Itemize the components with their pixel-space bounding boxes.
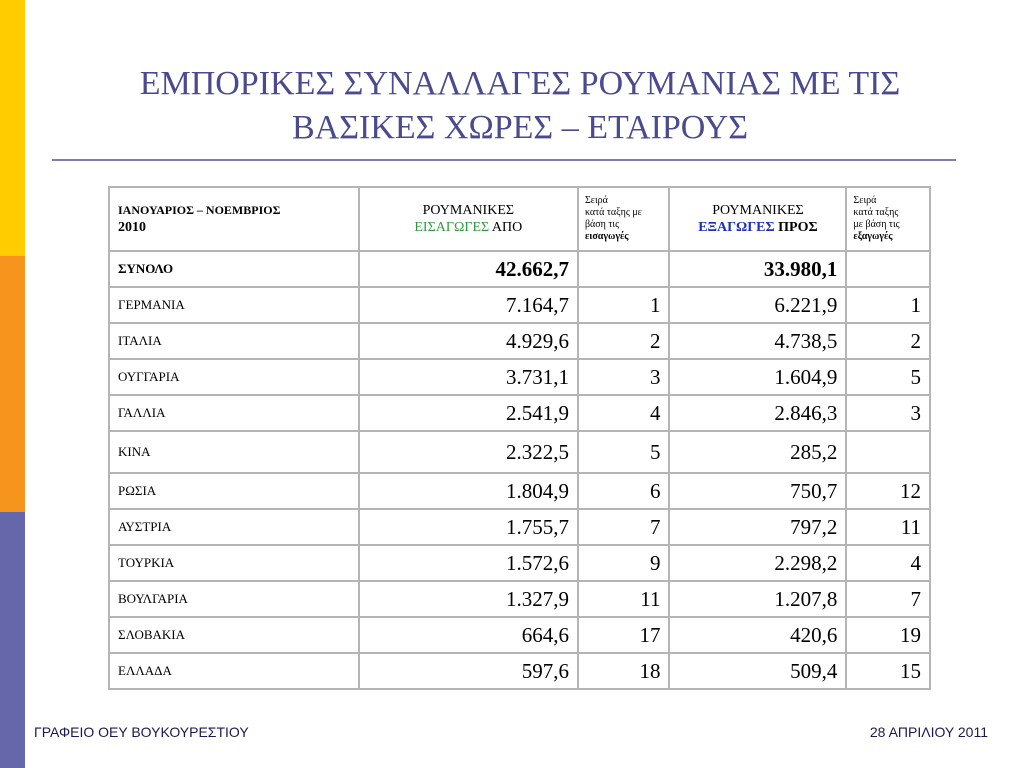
header-exports-rank <box>846 187 930 251</box>
imports-rank-cell: 6 <box>578 473 669 509</box>
side-bar-yellow <box>0 0 25 256</box>
exports-rank-cell: 15 <box>846 653 930 689</box>
country-cell: ΓΑΛΛΙΑ <box>109 395 359 431</box>
footer-date: 28 ΑΠΡΙΛΙΟΥ 2011 <box>869 724 988 740</box>
exports-cell: 4.738,5 <box>669 323 846 359</box>
exports-rank-cell: 12 <box>846 473 930 509</box>
imports-cell: 1.572,6 <box>359 545 578 581</box>
table-row <box>109 653 930 689</box>
imports-rank-cell: 1 <box>578 287 669 323</box>
country-cell: ΑΥΣΤΡΙΑ <box>109 509 359 545</box>
total-row <box>109 251 930 287</box>
imports-cell: 664,6 <box>359 617 578 653</box>
total-exports-rank <box>846 251 930 287</box>
exports-cell: 797,2 <box>669 509 846 545</box>
footer-office: ΓΡΑΦΕΙΟ ΟΕΥ ΒΟΥΚΟΥΡΕΣΤΙΟΥ <box>34 724 249 740</box>
exports-cell: 1.207,8 <box>669 581 846 617</box>
exports-rank-cell: 3 <box>846 395 930 431</box>
exports-rank-cell: 5 <box>846 359 930 395</box>
imports-rank-cell: 5 <box>578 431 669 473</box>
header-exports-line1: ΡΟΥΜΑΝΙΚΕΣ <box>712 203 804 218</box>
exports-cell: 509,4 <box>669 653 846 689</box>
exports-rank-cell: 7 <box>846 581 930 617</box>
header-exports-rank-line1: Σειρά <box>853 195 877 206</box>
imports-rank-cell: 11 <box>578 581 669 617</box>
header-imports-line2 <box>368 219 569 236</box>
exports-rank-cell <box>846 431 930 473</box>
trade-table <box>108 186 931 690</box>
exports-rank-cell: 4 <box>846 545 930 581</box>
exports-cell: 2.846,3 <box>669 395 846 431</box>
slide-title-line2: ΒΑΣΙΚΕΣ ΧΩΡΕΣ – ΕΤΑΙΡΟΥΣ <box>291 109 749 146</box>
header-exports <box>669 187 846 251</box>
exports-rank-cell: 2 <box>846 323 930 359</box>
country-cell: ΣΛΟΒΑΚΙΑ <box>109 617 359 653</box>
imports-cell: 597,6 <box>359 653 578 689</box>
exports-cell: 285,2 <box>669 431 846 473</box>
imports-rank-cell: 18 <box>578 653 669 689</box>
side-bar-orange <box>0 256 25 512</box>
side-bar-purple <box>0 512 25 768</box>
header-imports-rank-line2: κατά ταξης με <box>584 207 642 218</box>
country-cell: ΙΤΑΛΙΑ <box>109 323 359 359</box>
exports-rank-cell: 19 <box>846 617 930 653</box>
exports-rank-cell: 1 <box>846 287 930 323</box>
table-row <box>109 359 930 395</box>
table-row <box>109 509 930 545</box>
header-imports-suffix: ΑΠΟ <box>491 220 523 235</box>
header-imports-rank <box>578 187 669 251</box>
header-exports-rank-line2: κατά ταξης <box>853 207 899 218</box>
table-row <box>109 431 930 473</box>
exports-cell: 1.604,9 <box>669 359 846 395</box>
header-period <box>109 187 359 251</box>
table-row <box>109 323 930 359</box>
imports-rank-cell: 7 <box>578 509 669 545</box>
total-imports-rank <box>578 251 669 287</box>
imports-rank-cell: 3 <box>578 359 669 395</box>
header-period-line2: 2010 <box>118 220 146 235</box>
table-header-row <box>109 187 930 251</box>
country-cell: ΡΩΣΙΑ <box>109 473 359 509</box>
header-exports-rank-line4: εξαγωγές <box>853 231 893 242</box>
table-row <box>109 581 930 617</box>
slide-title <box>40 62 1000 150</box>
imports-rank-cell: 17 <box>578 617 669 653</box>
header-exports-rank-line3: με βάση τις <box>853 219 900 230</box>
imports-rank-cell: 9 <box>578 545 669 581</box>
country-cell: ΟΥΓΓΑΡΙΑ <box>109 359 359 395</box>
imports-rank-cell: 2 <box>578 323 669 359</box>
imports-cell: 3.731,1 <box>359 359 578 395</box>
table-row <box>109 545 930 581</box>
header-imports <box>359 187 578 251</box>
exports-cell: 6.221,9 <box>669 287 846 323</box>
table-row <box>109 395 930 431</box>
table-row <box>109 287 930 323</box>
exports-cell: 420,6 <box>669 617 846 653</box>
imports-cell: 1.327,9 <box>359 581 578 617</box>
exports-cell: 2.298,2 <box>669 545 846 581</box>
total-exports: 33.980,1 <box>669 251 846 287</box>
country-cell: ΓΕΡΜΑΝΙΑ <box>109 287 359 323</box>
country-cell: ΚΙΝΑ <box>109 431 359 473</box>
table-row <box>109 617 930 653</box>
header-imports-line1: ΡΟΥΜΑΝΙΚΕΣ <box>422 203 515 218</box>
header-imports-rank-line3: βάση τις <box>584 219 620 230</box>
header-exports-line2 <box>678 219 837 236</box>
header-imports-rank-line1: Σειρά <box>584 195 608 206</box>
imports-cell: 1.804,9 <box>359 473 578 509</box>
header-period-line1: ΙΑΝΟΥΑΡΙΟΣ – ΝΟΕΜΒΡΙΟΣ <box>118 203 281 217</box>
title-divider <box>52 159 956 161</box>
total-label: ΣΥΝΟΛΟ <box>109 251 359 287</box>
imports-cell: 4.929,6 <box>359 323 578 359</box>
header-imports-word: ΕΙΣΑΓΩΓΕΣ <box>414 220 490 235</box>
exports-rank-cell: 11 <box>846 509 930 545</box>
total-imports: 42.662,7 <box>359 251 578 287</box>
table-row <box>109 473 930 509</box>
exports-cell: 750,7 <box>669 473 846 509</box>
country-cell: ΒΟΥΛΓΑΡΙΑ <box>109 581 359 617</box>
header-exports-suffix: ΠΡΟΣ <box>778 220 818 235</box>
slide-title-line1: ΕΜΠΟΡΙΚΕΣ ΣΥΝΑΛΛΑΓΕΣ ΡΟΥΜΑΝΙΑΣ ΜΕ ΤΙΣ <box>139 65 901 102</box>
imports-cell: 7.164,7 <box>359 287 578 323</box>
imports-cell: 1.755,7 <box>359 509 578 545</box>
imports-cell: 2.322,5 <box>359 431 578 473</box>
country-cell: ΤΟΥΡΚΙΑ <box>109 545 359 581</box>
header-exports-word: ΕΞΑΓΩΓΕΣ <box>698 220 775 235</box>
header-imports-rank-line4: εισαγωγές <box>584 231 629 242</box>
imports-rank-cell: 4 <box>578 395 669 431</box>
country-cell: ΕΛΛΑΔΑ <box>109 653 359 689</box>
imports-cell: 2.541,9 <box>359 395 578 431</box>
